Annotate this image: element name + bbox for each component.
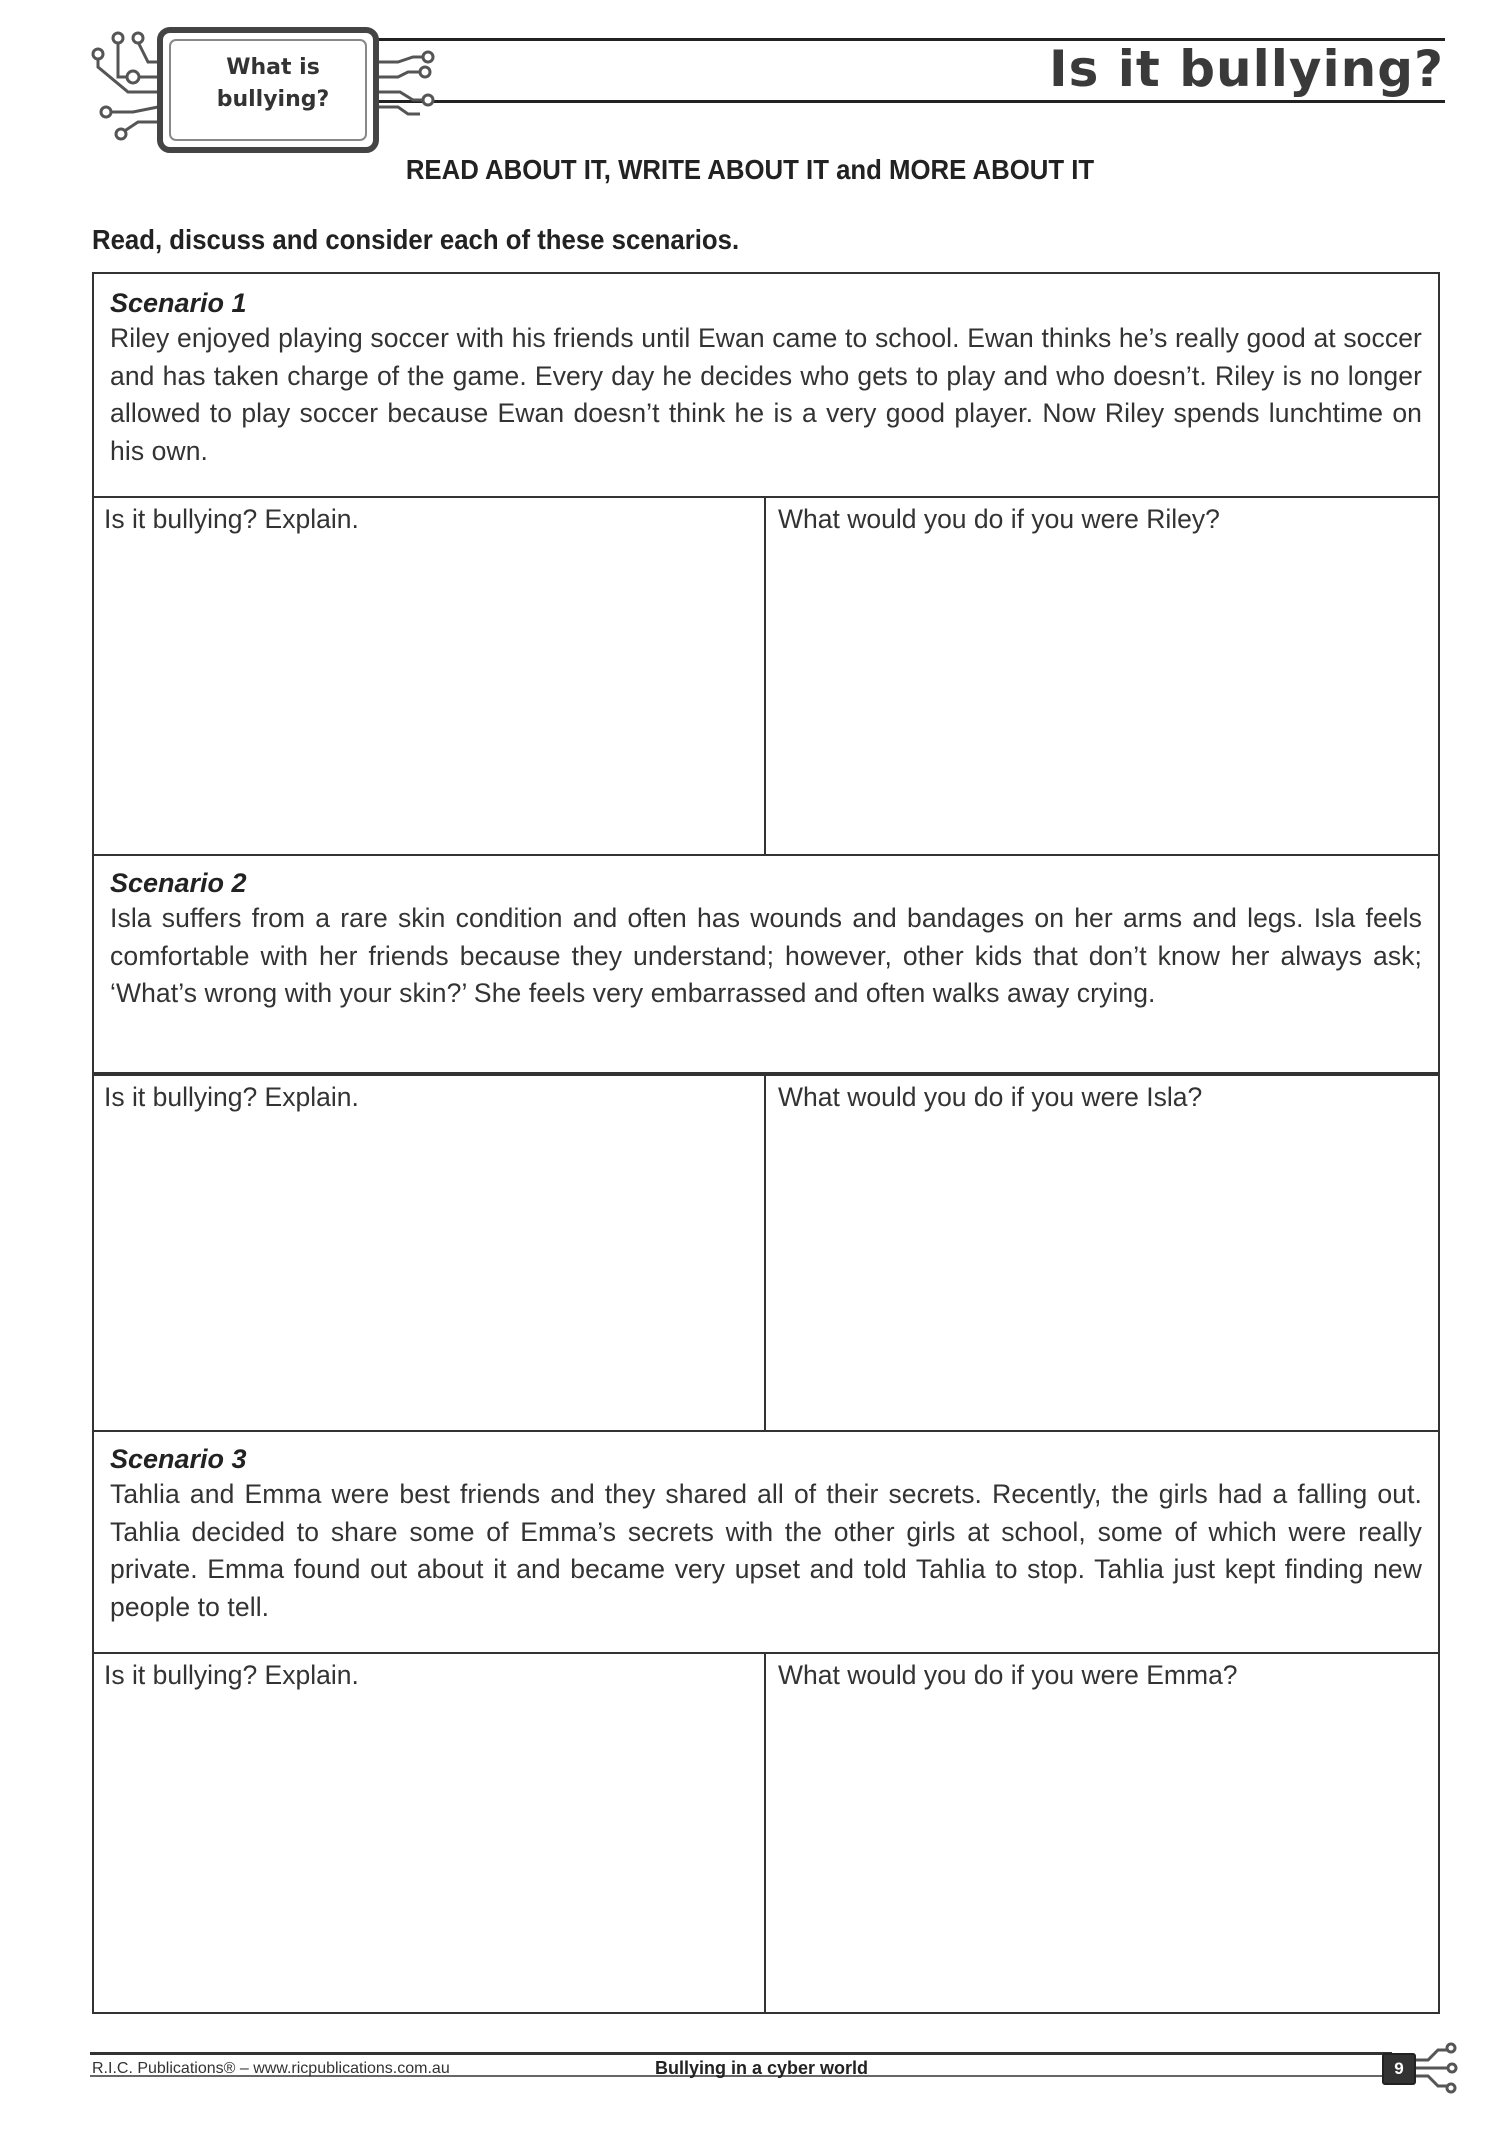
page-title: Is it bullying? bbox=[1048, 40, 1444, 98]
scenario-1-prompt-left: Is it bullying? Explain. bbox=[104, 504, 359, 534]
scenario-1-answers bbox=[92, 498, 1440, 856]
scenario-table bbox=[92, 272, 1440, 2014]
scenario-1-prompt-right: What would you do if you were Riley? bbox=[778, 504, 1220, 534]
page-number-badge: 9 bbox=[1382, 2053, 1416, 2085]
scenario-1-box bbox=[92, 272, 1440, 498]
header-badge-text: What is bullying? bbox=[216, 55, 330, 112]
header-rule-bottom bbox=[360, 100, 1445, 103]
scenario-2-text: Isla suffers from a rare skin condition and often has wounds and bandages on her arms and legs. Isla feels comfortable with her friends because they understand; however, other kids that don’t know her always ask; ‘What’s wrong with your skin?’ She feels very embarrassed and often walks away crying. bbox=[110, 903, 1422, 1008]
footer-book-title: Bullying in a cyber world bbox=[655, 2058, 869, 2078]
scenario-3-title: Scenario 3 bbox=[110, 1444, 247, 1474]
scenario-2-box bbox=[92, 854, 1440, 1074]
scenario-1-answer-right[interactable] bbox=[766, 498, 1438, 854]
scenario-2-answer-left[interactable] bbox=[94, 1076, 766, 1430]
scenario-2-title: Scenario 2 bbox=[110, 868, 247, 898]
scenario-3-prompt-left: Is it bullying? Explain. bbox=[104, 1660, 359, 1690]
scenario-3-prompt-right: What would you do if you were Emma? bbox=[778, 1660, 1238, 1690]
instructions: Read, discuss and consider each of these scenarios. bbox=[92, 224, 740, 255]
scenario-2-prompt-right: What would you do if you were Isla? bbox=[778, 1082, 1203, 1112]
scenario-3-text: Tahlia and Emma were best friends and they shared all of their secrets. Recently, the girls had a falling out. Tahlia decided to share some of Emma’s secrets with the other girls at school, some of which were really private. Emma found out about it and became very upset and told Tahlia to stop. Tahlia just kept finding new people to tell. bbox=[110, 1479, 1422, 1622]
footer-rule bbox=[90, 2052, 1392, 2055]
scenario-2-answer-right[interactable] bbox=[766, 1076, 1438, 1430]
footer-publisher: R.I.C. Publications® – www.ricpublications.com.au bbox=[92, 2060, 450, 2077]
scenario-3-answer-right[interactable] bbox=[766, 1654, 1438, 2012]
scenario-2-answers bbox=[92, 1074, 1440, 1432]
scenario-1-answer-left[interactable] bbox=[94, 498, 766, 854]
scenario-3-answers bbox=[92, 1652, 1440, 2014]
scenario-3-box bbox=[92, 1430, 1440, 1654]
scenario-1-text: Riley enjoyed playing soccer with his friends until Ewan came to school. Ewan thinks he’s really good at soccer and has taken charge of the game. Every day he decides who gets to play and who doesn’t. Riley is no longer allowed to play soccer because Ewan doesn’t think he is a very good player. Now Riley spends lunchtime on his own. bbox=[110, 323, 1422, 466]
scenario-3-answer-left[interactable] bbox=[94, 1654, 766, 2012]
scenario-2-prompt-left: Is it bullying? Explain. bbox=[104, 1082, 359, 1112]
section-subtitle: READ ABOUT IT, WRITE ABOUT IT and MORE ABOUT IT bbox=[405, 154, 1095, 185]
scenario-1-title: Scenario 1 bbox=[110, 288, 247, 318]
